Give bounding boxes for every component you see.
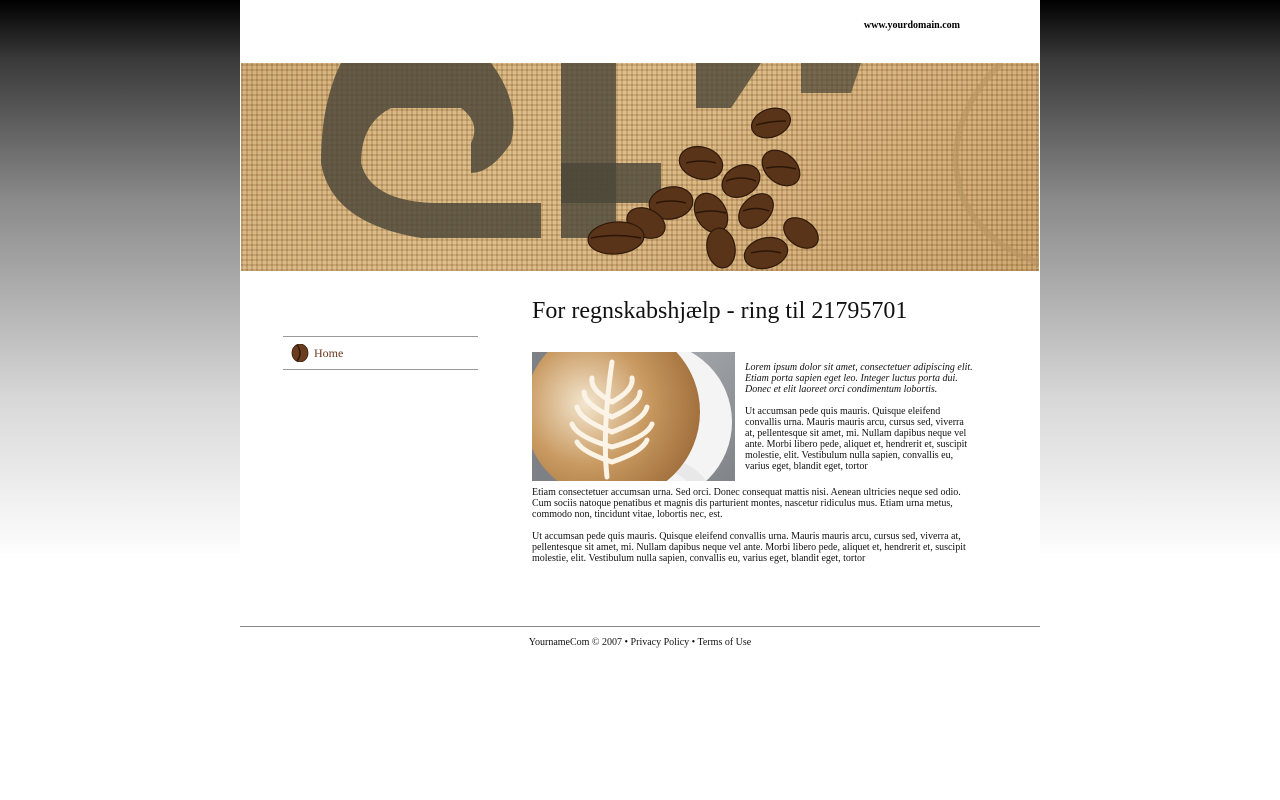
intro-text-block — [745, 362, 973, 483]
sidebar-nav — [283, 336, 478, 370]
terms-of-use-link[interactable]: Terms of Use — [697, 637, 752, 648]
footer-separator: • — [624, 637, 629, 648]
footer-separator: • — [691, 637, 696, 648]
side-paragraph: Ut accumsan pede quis mauris. Quisque eleifend convallis urna. Mauris mauris arcu, cursus sed, viverra at, pellentesque sit amet, mi. Nullam dapibus neque vel ante. Morbi libero pede, aliquet et, hendrerit et, suscipit molestie, elit. Vestibulum nulla sapien, convallis eu, varius eget, blandit eget, tortor — [745, 406, 968, 472]
sidebar-item-home[interactable] — [283, 336, 478, 370]
privacy-policy-link[interactable]: Privacy Policy — [630, 637, 690, 648]
coffee-bean-icon — [291, 344, 309, 362]
page-container — [240, 0, 1040, 626]
main-content — [532, 290, 972, 575]
sidebar-item-label: Home — [314, 345, 344, 360]
intro-row — [532, 352, 972, 487]
body-paragraph-2: Etiam consectetuer accumsan urna. Sed orci. Donec consequat mattis nisi. Aenean ultricies neque sed odio. Cum sociis natoque penatibus et magnis dis parturient montes, nascetur ridiculus mus. Etiam urna metus, commodo non, tincidunt vitae, lobortis nec, est. — [532, 487, 961, 520]
page-title: For regnskabshjælp - ring til 21795701 — [532, 298, 908, 324]
body-paragraph-3: Ut accumsan pede quis mauris. Quisque eleifend convallis urna. Mauris mauris arcu, cursus sed, viverra at, pellentesque sit amet, mi. Nullam dapibus neque vel ante. Morbi libero pede, aliquet et, hendrerit et, suscipit molestie, elit. Vestibulum nulla sapien, convallis eu, varius eget, blandit eget, tortor — [532, 531, 966, 564]
domain-text: www.yourdomain.com — [863, 20, 960, 31]
latte-cup-image — [532, 352, 735, 481]
footer — [240, 637, 1040, 648]
footer-divider — [240, 626, 1040, 627]
burlap-coffee-beans-illustration — [241, 63, 1039, 271]
header-banner-image — [241, 63, 1039, 271]
header-bar — [240, 0, 1040, 63]
footer-copyright: YournameCom © 2007 — [528, 637, 623, 648]
intro-italic-paragraph: Lorem ipsum dolor sit amet, consectetuer adipiscing elit. Etiam porta sapien eget leo. Integer luctus porta dui. Donec et elit laoreet orci condimentum lobortis. — [745, 362, 973, 395]
